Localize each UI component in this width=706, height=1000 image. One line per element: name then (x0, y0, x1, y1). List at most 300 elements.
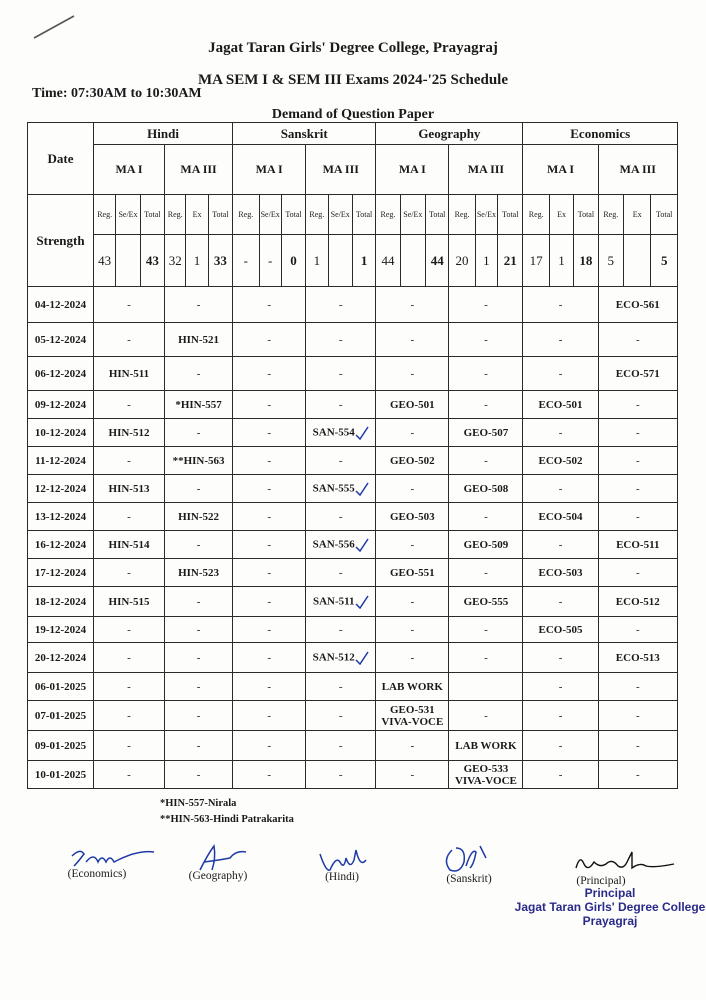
paper-code-cell (376, 357, 449, 391)
paper-code-cell (449, 673, 523, 701)
paper-code-cell (306, 475, 376, 503)
paper-code-cell (165, 287, 233, 323)
strength-value: 33 (208, 235, 232, 287)
paper-code: GEO-555 (463, 595, 509, 608)
column-subheader: Se/Ex (116, 195, 140, 235)
paper-code-cell (449, 391, 523, 419)
paper-code: - (127, 623, 131, 636)
paper-code-cell (449, 475, 523, 503)
paper-code-cell (449, 731, 523, 761)
paper-code: GEO-533 VIVA-VOCE (454, 762, 517, 787)
column-subheader: Total (208, 195, 232, 235)
paper-code-cell (306, 559, 376, 587)
paper-code-cell (376, 617, 449, 643)
paper-code-cell (376, 391, 449, 419)
label-economics: (Economics) (67, 868, 127, 880)
paper-code-cell (449, 419, 523, 447)
paper-code-cell (449, 287, 523, 323)
stamp-line-principal: Principal (584, 886, 636, 900)
paper-code: - (267, 333, 271, 346)
strength-value: 43 (93, 235, 115, 287)
paper-code: - (635, 426, 640, 439)
paper-code-cell (93, 287, 164, 323)
subject-geography: Geography (376, 123, 523, 145)
paper-code: GEO-502 (390, 454, 435, 467)
footnote-nirala: *HIN-557-Nirala (160, 798, 237, 809)
table-row (28, 323, 678, 357)
paper-code-cell (598, 287, 677, 323)
paper-code-cell (233, 673, 306, 701)
semester-header: MA III (598, 145, 677, 195)
paper-code-cell (233, 391, 306, 419)
paper-code: - (410, 426, 415, 439)
paper-code: - (558, 333, 563, 346)
paper-code-cell (376, 559, 449, 587)
paper-code: - (558, 426, 563, 439)
paper-code: - (484, 298, 488, 311)
row-date: 04-12-2024 (28, 287, 94, 323)
paper-code-cell (376, 287, 449, 323)
paper-code-cell (306, 673, 376, 701)
paper-code-cell (598, 475, 677, 503)
paper-code-cell (376, 419, 449, 447)
paper-code-cell (598, 731, 677, 761)
paper-code: GEO-501 (390, 398, 435, 411)
paper-code-cell (598, 761, 677, 789)
row-date: 05-12-2024 (28, 323, 94, 357)
paper-code: ECO-512 (615, 595, 660, 608)
paper-code: HIN-521 (178, 333, 220, 346)
paper-code: - (127, 566, 131, 579)
paper-code-cell (93, 323, 164, 357)
paper-code: - (267, 538, 271, 551)
strength-value (328, 235, 352, 287)
table-row (28, 701, 678, 731)
strength-value: 1 (352, 235, 375, 287)
row-date: 06-01-2025 (28, 673, 94, 701)
paper-code-cell (449, 559, 523, 587)
row-date: 16-12-2024 (28, 531, 94, 559)
paper-code-cell (523, 617, 598, 643)
paper-code-cell (376, 447, 449, 475)
paper-code: - (267, 454, 271, 467)
paper-code: - (338, 298, 343, 311)
paper-code-cell (165, 673, 233, 701)
paper-code: ECO-501 (538, 398, 583, 411)
paper-code-cell (449, 531, 523, 559)
paper-code: - (267, 651, 271, 664)
paper-code: **HIN-563 (172, 454, 225, 467)
paper-code: GEO-531 VIVA-VOCE (381, 703, 444, 728)
table-row (28, 447, 678, 475)
stamp-line-city: Prayagraj (582, 914, 638, 928)
paper-code: LAB WORK (455, 739, 517, 752)
table-row (28, 761, 678, 789)
paper-code: - (484, 367, 488, 380)
paper-code-cell (523, 673, 598, 701)
paper-code-cell (449, 447, 523, 475)
paper-code: - (267, 680, 271, 693)
strength-value: 21 (498, 235, 523, 287)
paper-code-cell (376, 643, 449, 673)
paper-code-cell (523, 531, 598, 559)
paper-code-cell (306, 391, 376, 419)
paper-code: HIN-515 (108, 595, 150, 608)
check-mark-icon (355, 482, 369, 496)
paper-code-cell (233, 357, 306, 391)
paper-code-cell (306, 447, 376, 475)
table-row (28, 419, 678, 447)
column-subheader: Reg. (306, 195, 328, 235)
paper-code: HIN-523 (178, 566, 220, 579)
paper-code: - (196, 768, 201, 781)
paper-code: - (558, 709, 563, 722)
paper-code-cell (376, 587, 449, 617)
row-date: 10-12-2024 (28, 419, 94, 447)
strength-value: 0 (281, 235, 305, 287)
paper-code: HIN-513 (108, 482, 150, 495)
check-mark-icon (355, 595, 369, 609)
strength-value: 32 (165, 235, 186, 287)
paper-code: - (484, 454, 488, 467)
paper-code-cell (306, 503, 376, 531)
check-mark-icon (355, 426, 369, 440)
paper-code-cell (233, 323, 306, 357)
paper-code-cell (376, 323, 449, 357)
paper-code-cell (523, 447, 598, 475)
paper-code-cell (93, 761, 164, 789)
table-row (28, 287, 678, 323)
strength-value: 44 (426, 235, 449, 287)
schedule-body (28, 287, 678, 789)
paper-code: - (127, 333, 131, 346)
paper-code: - (196, 367, 201, 380)
paper-code: - (558, 538, 563, 551)
table-row (28, 587, 678, 617)
paper-code-cell (165, 701, 233, 731)
paper-code-cell (598, 531, 677, 559)
paper-code: GEO-503 (390, 510, 435, 523)
strength-row (28, 235, 678, 287)
row-date: 12-12-2024 (28, 475, 94, 503)
paper-code-cell (93, 391, 164, 419)
paper-code-cell (93, 447, 164, 475)
row-date: 10-01-2025 (28, 761, 94, 789)
strength-value (400, 235, 425, 287)
row-date: 19-12-2024 (28, 617, 94, 643)
paper-code: - (635, 566, 640, 579)
paper-code-cell (93, 503, 164, 531)
paper-code: *HIN-557 (175, 398, 222, 411)
paper-code: - (267, 426, 271, 439)
paper-code: - (267, 482, 271, 495)
paper-code-cell (306, 587, 376, 617)
row-date: 11-12-2024 (28, 447, 94, 475)
label-principal: (Principal) (576, 875, 626, 887)
paper-code-cell (376, 673, 449, 701)
paper-code: - (127, 510, 131, 523)
paper-code-cell (523, 587, 598, 617)
paper-code-cell (233, 287, 306, 323)
paper-code-cell (306, 731, 376, 761)
check-mark-icon (355, 651, 369, 665)
paper-code: - (196, 623, 201, 636)
paper-code: - (267, 595, 271, 608)
paper-code: - (127, 454, 131, 467)
paper-code: SAN-555 (312, 482, 355, 495)
row-date: 09-01-2025 (28, 731, 94, 761)
paper-code: - (196, 680, 201, 693)
paper-code: - (267, 367, 271, 380)
paper-code: HIN-511 (108, 367, 150, 380)
paper-code-cell (598, 419, 677, 447)
table-row (28, 531, 678, 559)
strength-value: 5 (651, 235, 678, 287)
paper-code-cell (233, 587, 306, 617)
column-subheader: Ex (549, 195, 573, 235)
paper-code-cell (523, 643, 598, 673)
paper-code-cell (376, 761, 449, 789)
paper-code: - (410, 482, 415, 495)
paper-code-cell (523, 357, 598, 391)
pen-mark (30, 12, 80, 42)
paper-code: - (410, 367, 415, 380)
column-subheader: Reg. (93, 195, 115, 235)
table-row (28, 731, 678, 761)
paper-code: - (127, 651, 131, 664)
paper-code-cell (93, 673, 164, 701)
table-row (28, 475, 678, 503)
signature-principal (570, 846, 680, 878)
paper-code-cell (523, 701, 598, 731)
row-date: 18-12-2024 (28, 587, 94, 617)
column-subheader: Total (498, 195, 523, 235)
paper-code-cell (165, 503, 233, 531)
paper-code-cell (93, 559, 164, 587)
strength-value: 20 (449, 235, 475, 287)
paper-code-cell (449, 357, 523, 391)
row-date: 13-12-2024 (28, 503, 94, 531)
strength-value: - (259, 235, 281, 287)
row-date: 09-12-2024 (28, 391, 94, 419)
paper-code-cell (165, 731, 233, 761)
paper-code: - (196, 595, 201, 608)
table-row (28, 617, 678, 643)
paper-code-cell (233, 503, 306, 531)
paper-code: - (338, 623, 343, 636)
paper-code: GEO-509 (463, 538, 509, 551)
paper-code-cell (165, 447, 233, 475)
paper-code-cell (376, 531, 449, 559)
column-subheader: Reg. (449, 195, 475, 235)
paper-code: ECO-513 (615, 651, 660, 664)
paper-code-cell (598, 357, 677, 391)
subject-header-row (28, 123, 678, 145)
paper-code: - (484, 333, 488, 346)
column-subheader: Total (281, 195, 305, 235)
paper-code-cell (93, 617, 164, 643)
column-subheader: Ex (623, 195, 650, 235)
strength-value (116, 235, 140, 287)
paper-code: ECO-503 (538, 566, 583, 579)
paper-code: GEO-551 (390, 566, 435, 579)
paper-code: - (410, 739, 415, 752)
paper-code-cell (93, 701, 164, 731)
paper-code: GEO-508 (463, 482, 509, 495)
paper-code-cell (306, 643, 376, 673)
column-subheader: Reg. (376, 195, 400, 235)
paper-code: - (196, 426, 201, 439)
paper-code: - (558, 739, 563, 752)
signature-sanskrit (438, 838, 498, 878)
schedule-table (27, 122, 678, 789)
column-subheader: Reg. (523, 195, 549, 235)
paper-code: - (196, 739, 201, 752)
subheader-row (28, 195, 678, 235)
paper-code-cell (449, 587, 523, 617)
paper-code-cell (598, 391, 677, 419)
paper-code: - (127, 298, 131, 311)
paper-code-cell (165, 475, 233, 503)
paper-code-cell (165, 323, 233, 357)
strength-value: 5 (598, 235, 623, 287)
paper-code-cell (233, 531, 306, 559)
paper-code-cell (233, 761, 306, 789)
strength-value: 44 (376, 235, 400, 287)
paper-code-cell (306, 761, 376, 789)
semester-header: MA I (376, 145, 449, 195)
paper-code: - (196, 538, 201, 551)
label-geography: (Geography) (188, 870, 248, 882)
paper-code: - (484, 623, 488, 636)
column-subheader: Total (574, 195, 598, 235)
principal-stamp (500, 886, 706, 928)
paper-code-cell (449, 701, 523, 731)
paper-code: - (338, 333, 343, 346)
column-subheader: Se/Ex (328, 195, 352, 235)
paper-code: - (484, 566, 488, 579)
paper-code-cell (93, 531, 164, 559)
row-date: 07-01-2025 (28, 701, 94, 731)
paper-code-cell (449, 761, 523, 789)
paper-code-cell (449, 503, 523, 531)
college-name: Jagat Taran Girls' Degree College, Prayagraj (208, 40, 498, 56)
row-date: 20-12-2024 (28, 643, 94, 673)
strength-value: 17 (523, 235, 549, 287)
paper-code: ECO-561 (615, 298, 660, 311)
semester-header: MA III (306, 145, 376, 195)
paper-code-cell (306, 701, 376, 731)
paper-code: - (635, 739, 640, 752)
paper-code: - (127, 680, 131, 693)
paper-code: - (338, 398, 343, 411)
paper-code: - (338, 680, 343, 693)
paper-code-cell (598, 323, 677, 357)
paper-code-cell (598, 447, 677, 475)
paper-code-cell (93, 731, 164, 761)
paper-code: HIN-522 (178, 510, 220, 523)
column-subheader: Reg. (233, 195, 259, 235)
paper-code-cell (376, 503, 449, 531)
paper-code-cell (523, 287, 598, 323)
semester-header: MA III (449, 145, 523, 195)
footnote-patrakarita: **HIN-563-Hindi Patrakarita (160, 814, 294, 825)
strength-value: 1 (306, 235, 328, 287)
paper-code: - (267, 768, 271, 781)
paper-code-cell (233, 701, 306, 731)
table-row (28, 643, 678, 673)
paper-code: - (558, 680, 563, 693)
table-row (28, 559, 678, 587)
paper-code: - (635, 709, 640, 722)
paper-code: - (196, 651, 201, 664)
paper-code: - (267, 566, 271, 579)
paper-code: - (410, 768, 415, 781)
paper-code: SAN-512 (312, 651, 355, 664)
table-row (28, 391, 678, 419)
paper-code: - (635, 333, 640, 346)
exam-schedule-title: MA SEM I & SEM III Exams 2024-'25 Schedule (197, 72, 509, 88)
paper-code: - (338, 739, 343, 752)
paper-code-cell (165, 761, 233, 789)
semester-header-row (28, 145, 678, 195)
paper-code-cell (306, 419, 376, 447)
paper-code: - (635, 623, 640, 636)
paper-code: - (267, 298, 271, 311)
paper-code-cell (598, 643, 677, 673)
paper-code-cell (233, 617, 306, 643)
paper-code: SAN-511 (312, 595, 355, 608)
paper-code: - (558, 768, 563, 781)
paper-code-cell (93, 587, 164, 617)
paper-code-cell (523, 419, 598, 447)
paper-code: - (635, 454, 640, 467)
table-row (28, 503, 678, 531)
paper-code-cell (306, 531, 376, 559)
strength-header: Strength (28, 195, 94, 287)
paper-code: - (267, 739, 271, 752)
paper-code-cell (233, 559, 306, 587)
subject-economics: Economics (523, 123, 678, 145)
strength-value: 18 (574, 235, 598, 287)
paper-code-cell (165, 531, 233, 559)
paper-code-cell (93, 643, 164, 673)
label-sanskrit: (Sanskrit) (446, 873, 492, 885)
strength-value: 43 (140, 235, 164, 287)
paper-code-cell (165, 559, 233, 587)
paper-code: - (338, 566, 343, 579)
paper-code: ECO-505 (538, 623, 583, 636)
paper-code-cell (523, 731, 598, 761)
paper-code-cell (376, 731, 449, 761)
paper-code: - (558, 367, 563, 380)
paper-code: - (410, 651, 415, 664)
paper-code: - (410, 333, 415, 346)
subject-hindi: Hindi (93, 123, 232, 145)
paper-code-cell (523, 475, 598, 503)
paper-code: - (196, 709, 201, 722)
paper-code: ECO-511 (616, 538, 660, 551)
check-mark-icon (355, 538, 369, 552)
stamp-line-college: Jagat Taran Girls' Degree College (514, 900, 706, 914)
paper-code: - (127, 739, 131, 752)
paper-code: - (484, 398, 488, 411)
paper-code: - (635, 482, 640, 495)
paper-code: LAB WORK (381, 680, 443, 693)
paper-code: - (635, 510, 640, 523)
paper-code: SAN-556 (312, 538, 355, 551)
column-subheader: Reg. (598, 195, 623, 235)
